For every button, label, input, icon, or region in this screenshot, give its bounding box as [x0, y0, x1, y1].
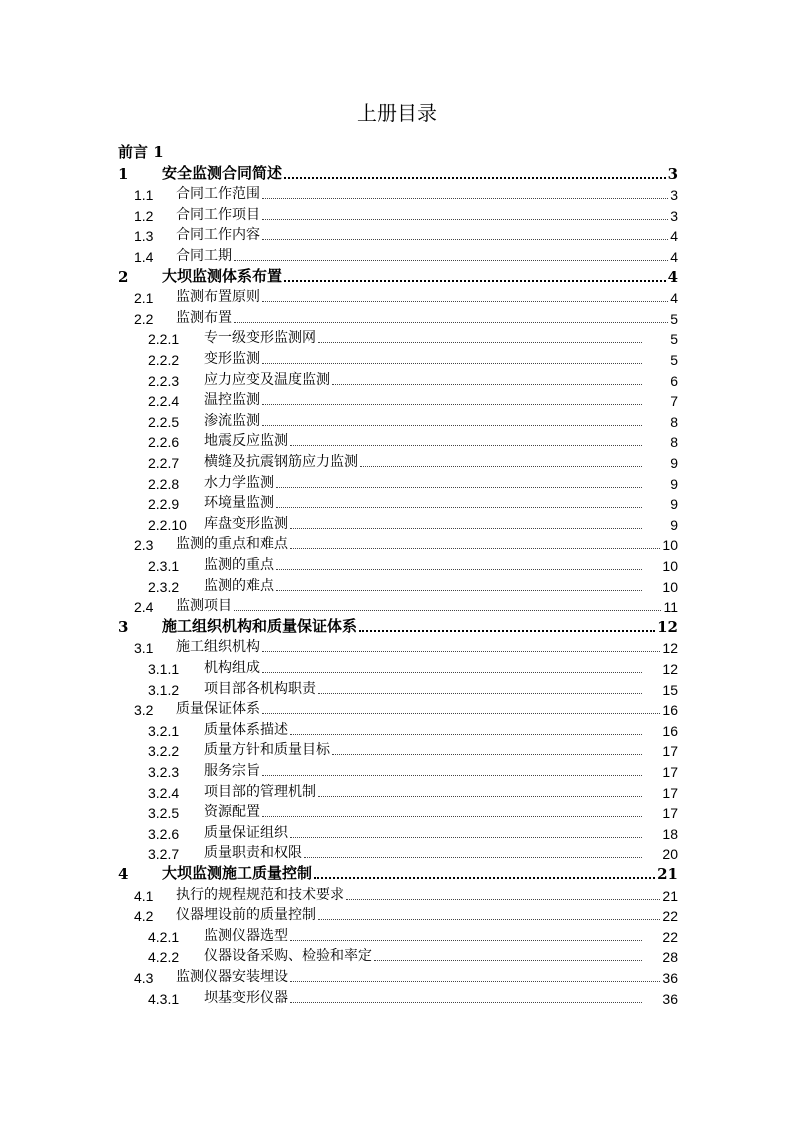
toc-entry-number: 2.2.1 [148, 331, 180, 348]
toc-entry-number: 3.1.1 [148, 661, 180, 677]
toc-entry[interactable] [118, 492, 678, 512]
toc-entry-number: 3 [118, 617, 129, 636]
toc-entry[interactable] [118, 327, 678, 347]
toc-entry-number: 2.2.10 [148, 516, 187, 533]
toc-entry-text: 库盘变形监测 [204, 514, 288, 531]
toc-entry[interactable] [118, 966, 678, 986]
toc-entry-page: 8 [670, 434, 678, 451]
toc-entry-page: 3 [670, 207, 678, 224]
toc-entry-number: 3.1.2 [148, 681, 180, 698]
toc-entry-text: 仪器设备采购、检验和率定 [204, 947, 372, 964]
toc-entry-page: 5 [670, 331, 678, 348]
toc-entry-text: 质量保证体系 [176, 700, 260, 717]
toc-entry[interactable] [118, 204, 678, 224]
toc-entry-page: 3 [670, 187, 678, 204]
toc-entry-number: 2 [118, 267, 129, 286]
toc-dot-leader [332, 744, 642, 755]
toc-dot-leader [314, 867, 655, 879]
toc-entry-page: 22 [662, 908, 678, 925]
toc-dot-leader [318, 786, 642, 797]
toc-dot-leader [276, 559, 642, 570]
toc-entry-text: 坝基变形仪器 [204, 988, 288, 1005]
toc-entry-text: 施工组织机构 [176, 638, 260, 655]
toc-entry-page: 16 [662, 702, 678, 719]
toc-entry[interactable] [118, 698, 678, 718]
toc-entry-page: 12 [657, 617, 678, 636]
toc-dot-leader [276, 580, 642, 591]
toc-dot-leader [290, 724, 642, 735]
toc-entry-page: 15 [662, 681, 678, 698]
toc-entry-number: 2.3.2 [148, 578, 180, 595]
toc-entry[interactable] [118, 904, 678, 924]
toc-entry-text: 安全监测合同简述 [162, 163, 283, 182]
toc-dot-leader [284, 270, 666, 282]
toc-entry-page: 17 [662, 764, 678, 780]
toc-entry-page: 17 [662, 743, 678, 760]
toc-dot-leader [346, 889, 660, 900]
toc-entry-number: 2.2.6 [148, 434, 180, 451]
toc-entry-page: 9 [670, 475, 678, 492]
toc-entry-number: 2.3 [134, 537, 154, 554]
toc-entry-text: 温控监测 [204, 391, 260, 408]
toc-entry-number: 3.2.6 [148, 825, 180, 842]
toc-entry-number: 1.3 [134, 228, 154, 245]
toc-entry[interactable] [118, 842, 678, 862]
toc-entry-text: 质量体系描述 [204, 720, 288, 737]
toc-entry-number: 3.2.3 [148, 764, 180, 780]
toc-entry[interactable] [118, 348, 678, 368]
toc-entry-page: 5 [670, 310, 678, 327]
toc-entry[interactable] [118, 389, 678, 409]
toc-dot-leader [262, 353, 642, 364]
toc-entry[interactable] [118, 163, 678, 183]
toc-entry-page: 21 [657, 865, 678, 883]
toc-entry-text: 合同工期 [176, 247, 232, 263]
toc-entry[interactable] [118, 863, 678, 883]
toc-entry-number: 3.2.5 [148, 805, 180, 822]
toc-dot-leader [290, 827, 642, 838]
toc-entry[interactable] [118, 987, 678, 1007]
toc-entry-page: 8 [670, 413, 678, 430]
toc-entry-text: 监测布置 [176, 308, 232, 325]
toc-entry-number: 4.2.2 [148, 949, 180, 966]
toc-entry-page: 36 [662, 970, 678, 986]
toc-entry-number: 2.2.9 [148, 496, 180, 513]
toc-dot-leader [262, 291, 668, 302]
toc-entry[interactable] [118, 822, 678, 842]
toc-entry-page: 36 [662, 990, 678, 1007]
toc-entry-number: 2.2.2 [148, 352, 180, 368]
toc-entry-text: 前言 1 [118, 143, 164, 161]
toc-dot-leader [359, 620, 655, 632]
toc-entry-text: 合同工作项目 [176, 205, 260, 222]
toc-entry[interactable] [118, 884, 678, 904]
toc-entry-text: 施工组织机构和质量保证体系 [162, 616, 358, 635]
toc-entry-text: 变形监测 [204, 350, 260, 366]
toc-entry-page: 5 [670, 352, 678, 368]
toc-entry[interactable] [118, 595, 678, 615]
toc-entry-text: 监测布置原则 [176, 288, 260, 305]
toc-entry-page: 11 [663, 599, 678, 616]
toc-entry-number: 1.4 [134, 249, 154, 265]
toc-entry-page: 22 [662, 928, 678, 945]
toc-entry-number: 4.3.1 [148, 990, 180, 1007]
toc-entry-text: 质量保证组织 [204, 823, 288, 840]
toc-entry-number: 4.3 [134, 970, 154, 986]
toc-entry-text: 地震反应监测 [204, 432, 288, 449]
toc-entry-number: 1 [118, 164, 129, 183]
toc-entry-number: 2.2.3 [148, 372, 180, 389]
toc-entry-page: 6 [670, 372, 678, 389]
toc-entry[interactable] [118, 224, 678, 244]
toc-entry-page: 12 [662, 640, 678, 657]
toc-entry-page: 28 [662, 949, 678, 966]
toc-entry-number: 2.2.5 [148, 413, 180, 430]
toc-entry-page: 9 [670, 455, 678, 471]
toc-dot-leader [262, 765, 642, 776]
toc-dot-leader [276, 497, 642, 508]
toc-entry-page: 17 [662, 805, 678, 822]
toc-entry-page: 9 [670, 516, 678, 533]
toc-entry-text: 机构组成 [204, 659, 260, 675]
toc-entry-text: 执行的规程规范和技术要求 [176, 885, 344, 902]
toc-entry-page: 17 [662, 784, 678, 801]
toc-entry[interactable] [118, 286, 678, 306]
toc-dot-leader [304, 847, 642, 858]
toc-entry-number: 2.1 [134, 290, 154, 307]
toc-entry-page: 10 [662, 558, 678, 574]
toc-entry[interactable] [118, 760, 678, 780]
toc-entry-text: 监测的重点 [204, 556, 274, 572]
toc-entry-text: 合同工作范围 [176, 185, 260, 202]
toc-entry[interactable] [118, 451, 678, 471]
toc-entry[interactable] [118, 945, 678, 965]
toc-title: 上册目录 [357, 101, 437, 125]
toc-entry[interactable] [118, 369, 678, 389]
toc-entry-text: 监测仪器安装埋设 [176, 968, 288, 984]
toc-entry-text: 服务宗旨 [204, 762, 260, 778]
toc-entry-page: 4 [670, 228, 678, 245]
toc-entry-text: 资源配置 [204, 803, 260, 820]
toc-dot-leader [234, 600, 661, 611]
toc-entry-text: 质量方针和质量目标 [204, 741, 330, 758]
toc-dot-leader [234, 250, 668, 261]
toc-entry[interactable] [118, 678, 678, 698]
toc-entry-number: 2.2.4 [148, 393, 180, 410]
toc-entry-number: 2.2 [134, 310, 154, 327]
toc-entry-text: 大坝监测体系布置 [162, 266, 283, 285]
toc-entry-number: 1.1 [134, 187, 154, 204]
toc-entry[interactable] [118, 142, 678, 162]
toc-entry-page: 21 [662, 887, 678, 904]
toc-dot-leader [262, 641, 660, 652]
toc-dot-leader [290, 435, 642, 446]
toc-dot-leader [262, 209, 668, 220]
toc-dot-leader [276, 477, 642, 488]
toc-dot-leader [234, 312, 668, 323]
toc-entry[interactable] [118, 533, 678, 553]
toc-entry-page: 20 [662, 846, 678, 863]
toc-entry-text: 监测仪器选型 [204, 926, 288, 943]
toc-entry[interactable] [118, 472, 678, 492]
toc-entry[interactable] [118, 554, 678, 574]
toc-entry-number: 3.2 [134, 702, 154, 719]
toc-dot-leader [262, 703, 660, 714]
toc-dot-leader [290, 971, 660, 982]
toc-entry-text: 质量职责和权限 [204, 844, 302, 861]
toc-entry-number: 2.3.1 [148, 558, 180, 574]
toc-entry-text: 横缝及抗震钢筋应力监测 [204, 453, 358, 469]
toc-dot-leader [290, 518, 642, 529]
toc-entry-number: 3.1 [134, 640, 154, 657]
toc-entry-text: 监测项目 [176, 597, 232, 614]
toc-dot-leader [290, 992, 642, 1003]
toc-entry-number: 1.2 [134, 207, 154, 224]
toc-dot-leader [374, 950, 642, 961]
toc-entry-number: 2.2.7 [148, 455, 180, 471]
toc-entry[interactable] [118, 513, 678, 533]
toc-entry-number: 2.2.8 [148, 475, 180, 492]
toc-dot-leader [290, 538, 660, 549]
toc-entry-text: 项目部的管理机制 [204, 782, 316, 799]
toc-entry-page: 4 [670, 249, 678, 265]
toc-entry[interactable] [118, 245, 678, 265]
toc-entry[interactable] [118, 616, 678, 636]
toc-entry[interactable] [118, 719, 678, 739]
toc-entry[interactable] [118, 781, 678, 801]
toc-entry-number: 3.2.4 [148, 784, 180, 801]
toc-dot-leader [318, 332, 642, 343]
toc-entry[interactable] [118, 739, 678, 759]
toc-entry[interactable] [118, 430, 678, 450]
toc-entry-text: 水力学监测 [204, 473, 274, 490]
toc-entry-text: 监测的重点和难点 [176, 535, 288, 552]
toc-entry-text: 专一级变形监测网 [204, 329, 316, 346]
toc-entry[interactable] [118, 636, 678, 656]
toc-dot-leader [262, 229, 668, 240]
toc-entry-text: 项目部各机构职责 [204, 679, 316, 696]
toc-dot-leader [360, 456, 642, 467]
toc-entry-text: 仪器埋设前的质量控制 [176, 906, 316, 923]
toc-entry-page: 4 [670, 290, 678, 307]
toc-entry-page: 10 [662, 578, 678, 595]
toc-dot-leader [262, 394, 642, 405]
toc-dot-leader [290, 930, 642, 941]
toc-dot-leader [262, 415, 642, 426]
toc-dot-leader [262, 806, 642, 817]
toc-entry-number: 2.4 [134, 599, 154, 616]
toc-entry[interactable] [118, 925, 678, 945]
toc-entry-page: 7 [670, 393, 678, 410]
toc-entry[interactable] [118, 410, 678, 430]
toc-entry[interactable] [118, 307, 678, 327]
toc-dot-leader [332, 374, 642, 385]
toc-entry-number: 4 [118, 865, 129, 883]
toc-entry-number: 3.2.2 [148, 743, 180, 760]
toc-entry-text: 应力应变及温度监测 [204, 370, 330, 387]
toc-entry[interactable] [118, 801, 678, 821]
toc-entry-number: 4.2 [134, 908, 154, 925]
toc-entry-text: 大坝监测施工质量控制 [162, 864, 313, 882]
toc-entry-page: 10 [662, 537, 678, 554]
toc-dot-leader [262, 662, 642, 673]
toc-entry-number: 4.2.1 [148, 928, 180, 945]
toc-entry-number: 3.2.1 [148, 722, 180, 739]
toc-entry-page: 9 [670, 496, 678, 513]
toc-entry-page: 18 [662, 825, 678, 842]
toc-entry-text: 合同工作内容 [176, 226, 260, 243]
toc-entry-page: 3 [667, 164, 678, 183]
toc-dot-leader [284, 167, 666, 179]
toc-entry[interactable] [118, 575, 678, 595]
toc-entry-text: 环境量监测 [204, 494, 274, 511]
toc-entry-page: 12 [662, 661, 678, 677]
toc-entry[interactable] [118, 657, 678, 677]
toc-entry-page: 4 [667, 267, 678, 286]
toc-entry[interactable] [118, 183, 678, 203]
toc-dot-leader [318, 909, 660, 920]
toc-entry-text: 渗流监测 [204, 411, 260, 428]
toc-entry-text: 监测的难点 [204, 576, 274, 593]
toc-entry-number: 4.1 [134, 887, 154, 904]
toc-entry-page: 16 [662, 722, 678, 739]
toc-dot-leader [262, 188, 668, 199]
toc-entry[interactable] [118, 266, 678, 286]
toc-dot-leader [318, 683, 642, 694]
toc-entry-number: 3.2.7 [148, 846, 180, 863]
